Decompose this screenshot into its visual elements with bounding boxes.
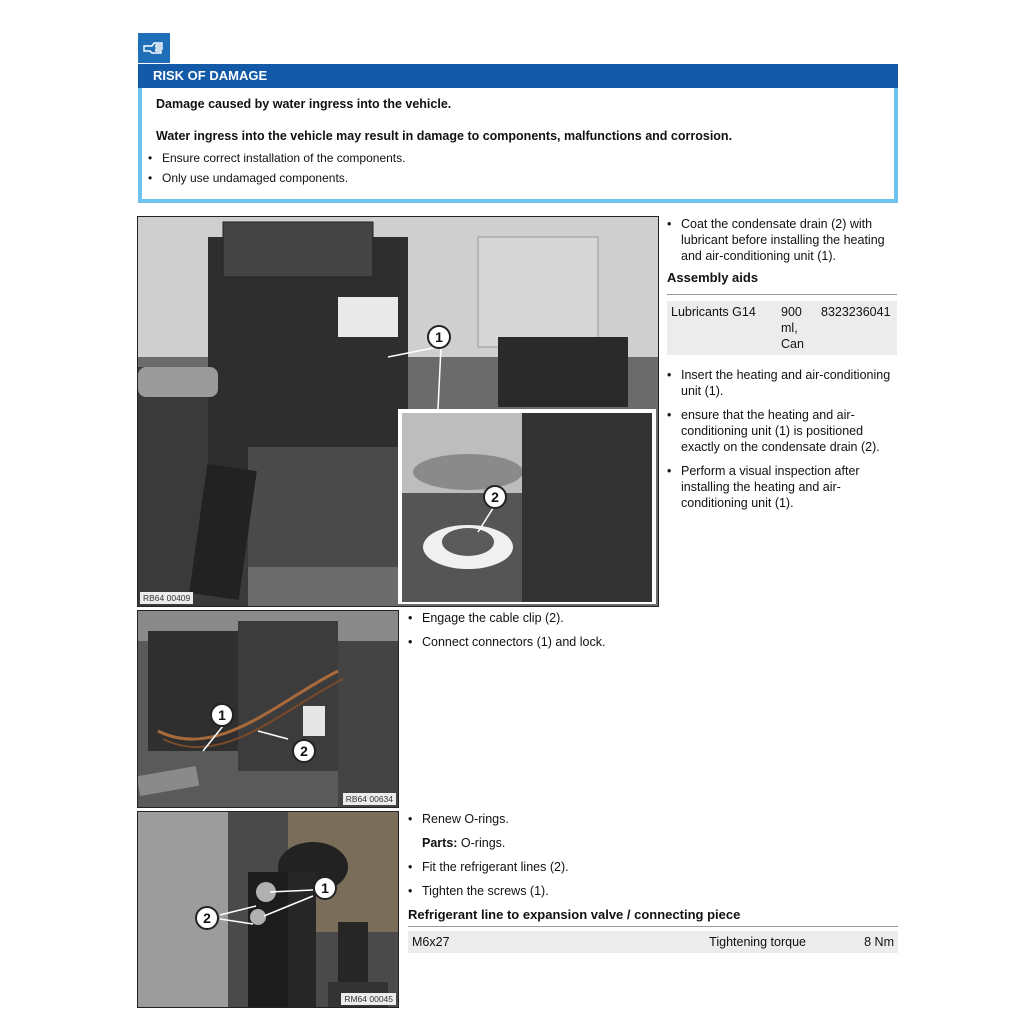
assembly-aids-table [667, 301, 897, 355]
torque-size: M6x27 [408, 931, 512, 953]
heater-unit-photo [137, 216, 659, 607]
callout-2: 2 [195, 906, 219, 930]
table-row [667, 301, 897, 355]
instruction-connect-connectors: • Connect connectors (1) and lock. [408, 634, 668, 650]
instruction-visual-inspection: • Perform a visual inspection after installing the heating and air-conditioning unit (1). [667, 463, 881, 511]
warning-bullet-2: • Only use undamaged components. [148, 171, 348, 185]
instruction-tighten-screws: • Tighten the screws (1). [408, 883, 898, 899]
photo-label: RB64 00409 [140, 592, 193, 604]
aid-part-number: 8323236041 [819, 301, 897, 355]
section3-instructions [408, 811, 898, 953]
warning-bullet-1: • Ensure correct installation of the components. [148, 151, 405, 165]
assembly-aids-title: Assembly aids [667, 270, 897, 295]
torque-table [408, 931, 898, 953]
aid-name: Lubricants G14 [667, 301, 781, 355]
instruction-coat-drain: • Coat the condensate drain (2) with lubricant before installing the heating and air-conditioning unit (1). [667, 216, 897, 264]
photo-label: RM64 00045 [341, 993, 396, 1005]
section1-instructions [667, 216, 897, 519]
warning-line-2: Water ingress into the vehicle may result in damage to components, malfunctions and corrosion. [156, 129, 733, 143]
parts-label: Parts: [422, 836, 458, 850]
callout-1: 1 [427, 325, 451, 349]
warning-line-1: Damage caused by water ingress into the vehicle. [156, 97, 452, 111]
table-row [408, 931, 898, 953]
refrigerant-lines-photo [137, 811, 399, 1008]
torque-value: 8 Nm [820, 931, 898, 953]
torque-title: Refrigerant line to expansion valve / connecting piece [408, 907, 898, 927]
aid-quantity: 900 ml, Can [781, 301, 819, 355]
instruction-ensure-position: • ensure that the heating and air-conditioning unit (1) is positioned exactly on the condensate drain (2). [667, 407, 881, 455]
callout-2: 2 [292, 739, 316, 763]
callout-1: 1 [313, 876, 337, 900]
cable-clip-photo [137, 610, 399, 808]
warning-box [138, 88, 898, 203]
photo-label: RB64 00634 [343, 793, 396, 805]
instruction-insert-unit: • Insert the heating and air-conditioning unit (1). [667, 367, 897, 399]
callout-2: 2 [483, 485, 507, 509]
parts-value: O-rings. [460, 836, 506, 850]
hand-pointer-icon [138, 33, 170, 63]
parts-line [408, 835, 898, 851]
callout-1: 1 [210, 703, 234, 727]
instruction-renew-orings: • Renew O-rings. [408, 811, 898, 827]
instruction-fit-lines: • Fit the refrigerant lines (2). [408, 859, 898, 875]
instruction-cable-clip: • Engage the cable clip (2). [408, 610, 668, 626]
warning-header: RISK OF DAMAGE [138, 64, 898, 88]
torque-label: Tightening torque [512, 931, 820, 953]
section2-instructions [408, 610, 668, 658]
